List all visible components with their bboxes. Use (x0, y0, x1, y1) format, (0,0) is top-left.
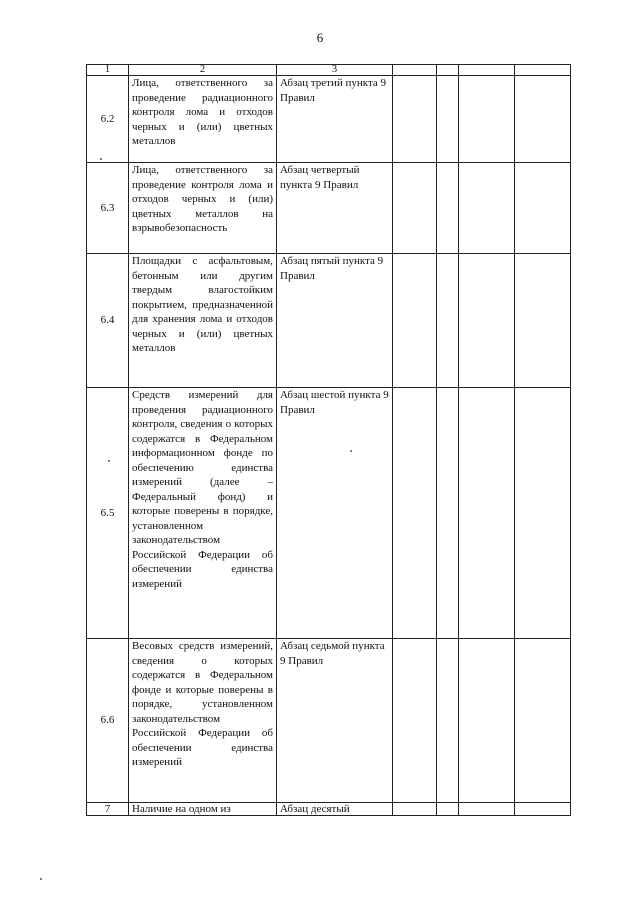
answer-cell (459, 803, 515, 816)
table-header-row (87, 65, 571, 76)
legal-reference: Абзац пятый пункта 9 Правил (277, 254, 393, 388)
legal-reference: Абзац седьмой пункта 9 Правил (277, 639, 393, 803)
legal-reference: Абзац третий пункта 9 Правил (277, 76, 393, 163)
legal-reference: Абзац десятый (277, 803, 393, 816)
answer-cell (515, 163, 571, 254)
requirement-text: Лица, ответственного за проведение радиационного контроля лома и отходов черных и (или) цветных металлов (129, 76, 277, 163)
answer-cell (393, 163, 437, 254)
row-number: 6.5 (87, 388, 129, 639)
table-row (87, 254, 571, 388)
table-row (87, 388, 571, 639)
answer-cell (515, 388, 571, 639)
column-header (437, 65, 459, 76)
table-row (87, 163, 571, 254)
answer-cell (393, 388, 437, 639)
table-row (87, 803, 571, 816)
answer-cell (437, 803, 459, 816)
answer-cell (437, 76, 459, 163)
row-number: 6.3 (87, 163, 129, 254)
requirement-text: Площадки с асфальтовым, бетонным или другим твердым влагостойким покрытием, предназначенной для хранения лома и отходов черных и (или) цветных металлов (129, 254, 277, 388)
answer-cell (437, 388, 459, 639)
answer-cell (393, 76, 437, 163)
answer-cell (459, 254, 515, 388)
scan-speck (108, 460, 110, 462)
scan-speck (40, 878, 42, 880)
answer-cell (459, 76, 515, 163)
requirement-text: Средств измерений для проведения радиационного контроля, сведения о которых содержатся в Федеральном информационном фонде по обеспечению единства измерений (далее – Федеральный фонд) и которые поверены в порядке, установленном законодательством Российской Федерации об обеспечении единства измерений (129, 388, 277, 639)
answer-cell (437, 254, 459, 388)
legal-reference: Абзац шестой пункта 9 Правил (277, 388, 393, 639)
column-header: 1 (87, 65, 129, 76)
requirement-text: Лица, ответственного за проведение контроля лома и отходов черных и (или) цветных металлов на взрывобезопасность (129, 163, 277, 254)
column-header (459, 65, 515, 76)
table-row (87, 76, 571, 163)
column-header (515, 65, 571, 76)
answer-cell (459, 163, 515, 254)
answer-cell (459, 388, 515, 639)
scan-speck (100, 158, 102, 160)
answer-cell (393, 639, 437, 803)
answer-cell (437, 639, 459, 803)
row-number: 6.2 (87, 76, 129, 163)
row-number: 6.6 (87, 639, 129, 803)
column-header: 2 (129, 65, 277, 76)
page-number: 6 (316, 30, 324, 45)
answer-cell (515, 803, 571, 816)
answer-cell (393, 254, 437, 388)
answer-cell (459, 639, 515, 803)
requirements-table (86, 64, 571, 816)
requirement-text: Весовых средств измерений, сведения о которых содержатся в Федеральном фонде и которые поверены в порядке, установленном законодательством Российской Федерации об обеспечении единства измерений (129, 639, 277, 803)
column-header: 3 (277, 65, 393, 76)
answer-cell (393, 803, 437, 816)
answer-cell (515, 254, 571, 388)
scan-speck (350, 450, 352, 452)
legal-reference: Абзац четвертый пункта 9 Правил (277, 163, 393, 254)
requirement-text: Наличие на одном из (129, 803, 277, 816)
table-row (87, 639, 571, 803)
answer-cell (437, 163, 459, 254)
row-number: 7 (87, 803, 129, 816)
column-header (393, 65, 437, 76)
answer-cell (515, 76, 571, 163)
row-number: 6.4 (87, 254, 129, 388)
answer-cell (515, 639, 571, 803)
